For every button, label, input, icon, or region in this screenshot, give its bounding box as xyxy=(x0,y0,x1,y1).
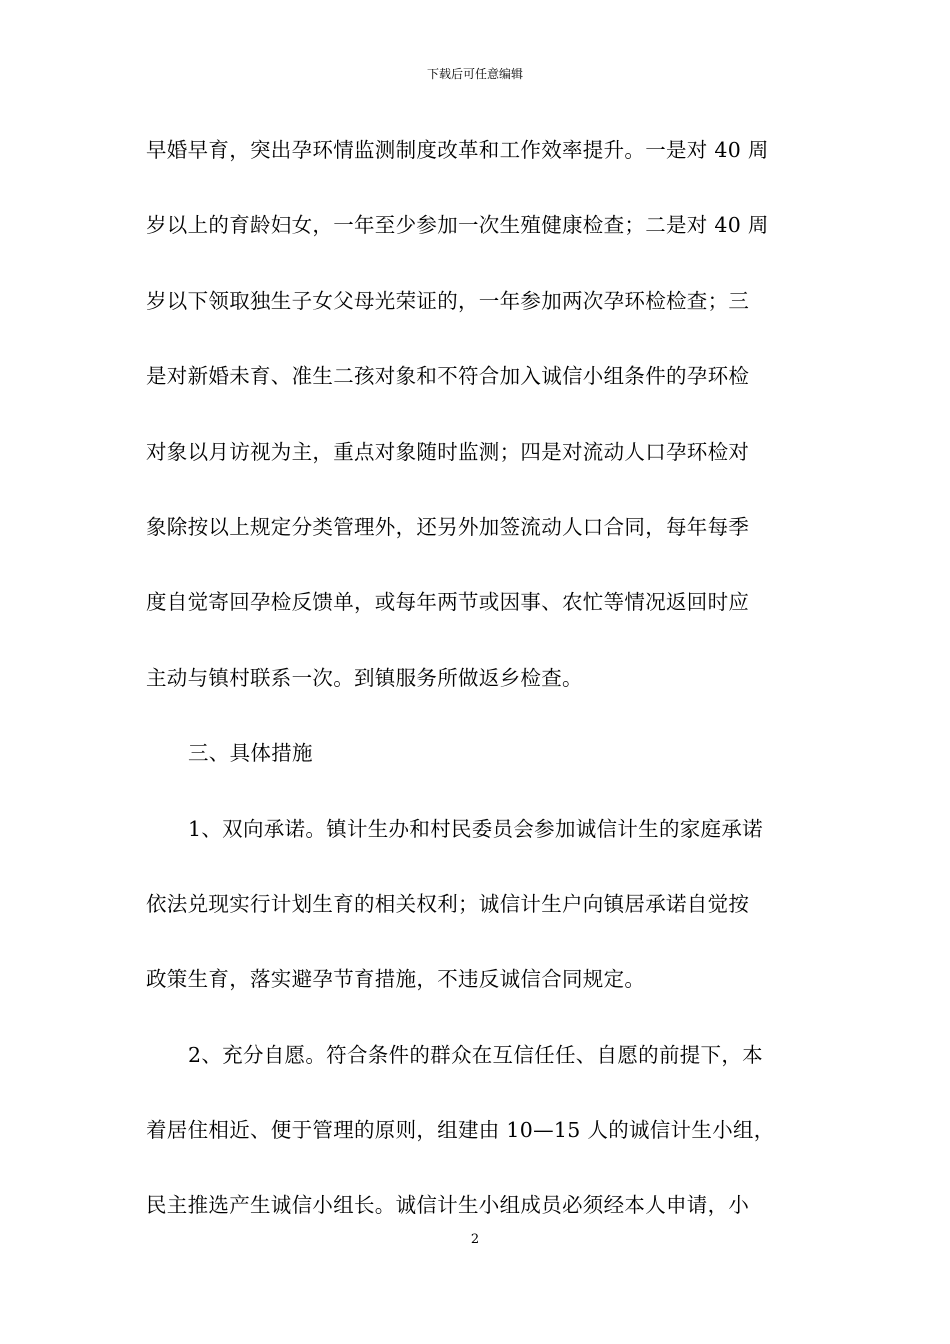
body-line: 度自觉寄回孕检反馈单，或每年两节或因事、农忙等情况返回时应 xyxy=(146,590,750,615)
body-line: 对象以月访视为主，重点对象随时监测；四是对流动人口孕环检对 xyxy=(146,439,750,464)
body-line: 是对新婚未育、准生二孩对象和不符合加入诚信小组条件的孕环检 xyxy=(146,364,750,389)
section-heading: 三、具体措施 xyxy=(188,741,313,766)
page-header: 下载后可任意编辑 xyxy=(426,67,523,81)
body-line: 民主推选产生诚信小组长。诚信计生小组成员必须经本人申请，小 xyxy=(146,1193,750,1218)
body-line: 岁以下领取独生子女父母光荣证的，一年参加两次孕环检检查；三 xyxy=(146,288,750,313)
body-line: 岁以上的育龄妇女，一年至少参加一次生殖健康检查；二是对 40 周 xyxy=(146,213,769,238)
body-line: 政策生育，落实避孕节育措施，不违反诚信合同规定。 xyxy=(146,967,646,992)
body-line: 1、双向承诺。镇计生办和村民委员会参加诚信计生的家庭承诺 xyxy=(188,816,763,841)
body-line: 依法兑现实行计划生育的相关权利；诚信计生户向镇居承诺自觉按 xyxy=(146,891,750,916)
document-body xyxy=(146,113,806,1244)
page-number: 2 xyxy=(470,1232,480,1247)
body-line: 早婚早育，突出孕环情监测制度改革和工作效率提升。一是对 40 周 xyxy=(146,138,769,162)
body-line: 着居住相近、便于管理的原则，组建由 10—15 人的诚信计生小组， xyxy=(146,1118,775,1143)
body-line: 2、充分自愿。符合条件的群众在互信任任、自愿的前提下，本 xyxy=(188,1042,763,1067)
body-line: 象除按以上规定分类管理外，还另外加签流动人口合同，每年每季 xyxy=(146,514,750,539)
body-line: 主动与镇村联系一次。到镇服务所做返乡检查。 xyxy=(146,665,583,690)
